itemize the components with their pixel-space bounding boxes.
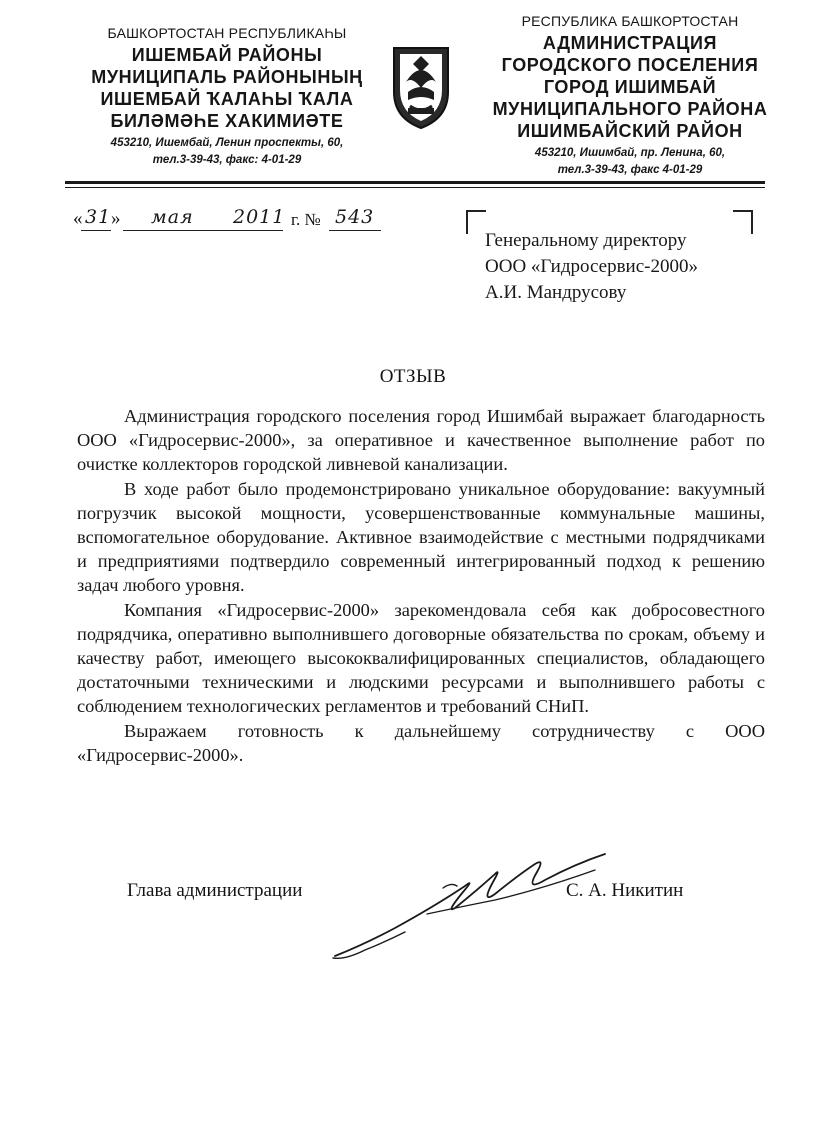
- letter-body: [77, 404, 765, 767]
- letterhead-left-line2: ИШЕМБАЙ РАЙОНЫ: [131, 45, 323, 65]
- body-paragraph-4: Выражаем готовность к дальнейшему сотрудничеству с ООО «Гидросервис-2000».: [77, 720, 765, 765]
- document-title: ОТЗЫВ: [379, 366, 447, 387]
- letterhead-left: [62, 14, 392, 166]
- coat-of-arms-emblem: [386, 42, 456, 130]
- outgoing-number-label: г. №: [291, 210, 321, 229]
- body-paragraph-2: В ходе работ было продемонстрировано уникальное оборудование: вакуумный погрузчик высокой мощности, усовершенствованные коммунальные машины, вспомогательное оборудование. Активное взаимодействие с местными подрядчиками и предприятиями подтвердило современный интегрированный подход к решению задач любого уровня.: [77, 478, 765, 596]
- letterhead-left-line5: БИЛӘМӘҺЕ ХАКИМИӘТЕ: [110, 111, 344, 131]
- letterhead-right: [470, 14, 790, 176]
- letterhead-left-line4: ИШЕМБАЙ ҠАЛАҺЫ ҠАЛА: [100, 89, 354, 109]
- body-paragraph-1: Администрация городского поселения город Ишимбай выражает благодарность ООО «Гидросервис-2000», за оперативное и качественное выполнение работ по очистке коллекторов городской ливневой канализации.: [77, 406, 765, 475]
- addressee-line3: А.И. Мандрусову: [485, 282, 627, 303]
- date-month-underline: [123, 230, 283, 231]
- letterhead-rule-thick: [65, 181, 765, 184]
- letterhead-right-line5: МУНИЦИПАЛЬНОГО РАЙОНА: [492, 99, 768, 119]
- letterhead-right-line2: АДМИНИСТРАЦИЯ: [542, 33, 718, 53]
- date-close-quote: »: [111, 208, 121, 229]
- letterhead-right-line3: ГОРОДСКОГО ПОСЕЛЕНИЯ: [501, 55, 759, 75]
- body-paragraph-3: Компания «Гидросервис-2000» зарекомендовала себя как добросовестного подрядчика, оперативно выполнившего договорные обязательства по срокам, объему и качеству работ, имеющего высококвалифицированных специалистов, обладающего достаточными техническими и людскими ресурсами и выполнившего работы с соблюдением технологических регламентов и требований СНиП.: [77, 599, 765, 717]
- date-day-underline: [81, 230, 111, 231]
- signatory-name: С. А. Никитин: [566, 880, 684, 901]
- signatory-position: Глава администрации: [127, 880, 303, 901]
- addressee-line1: Генеральному директору: [485, 230, 687, 251]
- letterhead-right-line1: РЕСПУБЛИКА БАШКОРТОСТАН: [521, 13, 739, 29]
- letterhead-right-phone: тел.3-39-43, факс 4-01-29: [557, 163, 703, 176]
- letterhead-right-address: 453210, Ишимбай, пр. Ленина, 60,: [534, 147, 726, 159]
- letterhead-left-phone: тел.3-39-43, факс: 4-01-29: [152, 153, 302, 166]
- letterhead-left-address: 453210, Ишембай, Ленин проспекты, 60,: [110, 137, 344, 149]
- addressee-block: [485, 228, 698, 306]
- addressee-bracket-right: [733, 210, 753, 234]
- letterhead-left-line3: МУНИЦИПАЛЬ РАЙОНЫНЫҢ: [91, 67, 363, 87]
- letterhead-rule-thin: [65, 187, 765, 188]
- addressee-bracket-left: [466, 210, 486, 234]
- handwritten-signature: [325, 848, 615, 968]
- addressee-line2: ООО «Гидросервис-2000»: [485, 256, 698, 277]
- date-number-line: [73, 206, 393, 232]
- letterhead-left-line1: БАШКОРТОСТАН РЕСПУБЛИКАҺЫ: [107, 25, 347, 41]
- date-month: мая: [151, 206, 194, 228]
- outgoing-number-underline: [329, 230, 381, 231]
- date-open-quote: «: [73, 208, 83, 229]
- date-day: 31: [85, 206, 112, 228]
- letterhead-right-line6: ИШИМБАЙСКИЙ РАЙОН: [517, 121, 743, 141]
- date-year: 2011: [233, 206, 286, 228]
- letterhead-right-line4: ГОРОД ИШИМБАЙ: [543, 77, 717, 97]
- outgoing-number: 543: [335, 206, 375, 228]
